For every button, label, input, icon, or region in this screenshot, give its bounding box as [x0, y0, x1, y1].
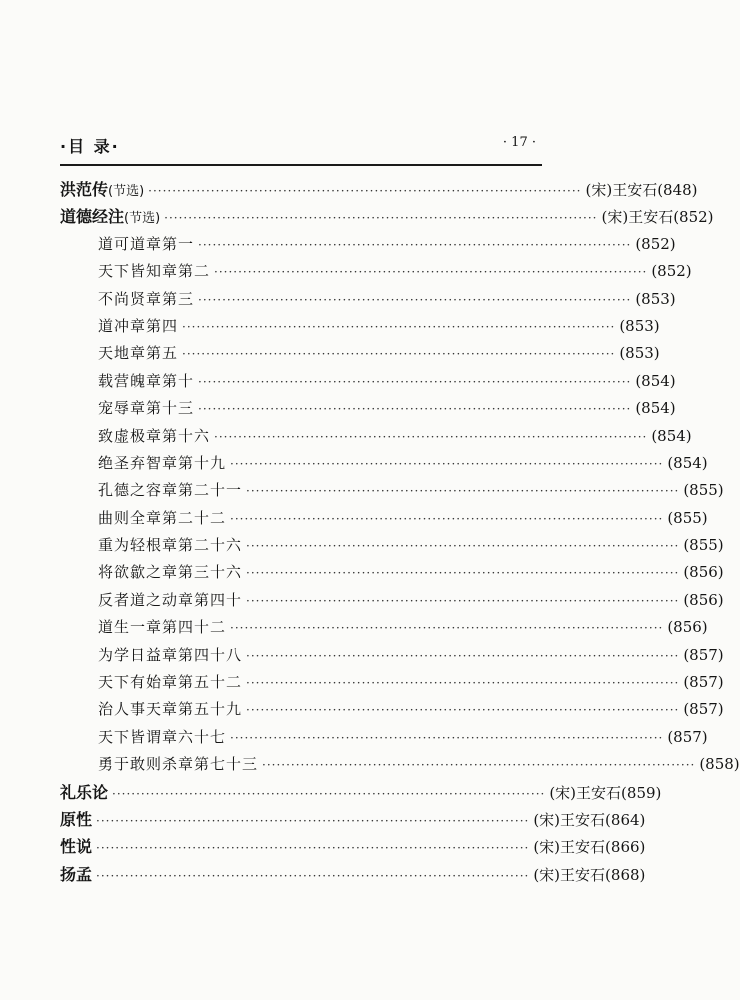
subentry-title: 天下皆谓章六十七 — [98, 727, 227, 746]
toc-entry — [60, 176, 698, 203]
subentry-page: (856) — [667, 618, 708, 637]
dot-leader: ·························································································· — [198, 402, 632, 417]
subentry-page: (857) — [667, 727, 708, 746]
subentry-page: (858) — [699, 755, 740, 774]
dot-leader: ·························································································· — [246, 703, 680, 718]
header-title: ·目 录· — [60, 137, 120, 156]
dot-leader: ·························································································· — [246, 676, 680, 691]
subentry-page: (856) — [683, 563, 724, 582]
entry-page: (859) — [621, 783, 662, 802]
subentry-title: 道冲章第四 — [98, 316, 179, 335]
entry-title: 性说 — [60, 837, 93, 857]
entry-author: (宋)王安石 — [601, 208, 674, 227]
subentry-page: (855) — [683, 481, 724, 500]
toc-subentry — [60, 642, 724, 669]
subentry-title: 反者道之动章第四十 — [98, 590, 243, 609]
subentry-title: 致虚极章第十六 — [98, 426, 211, 445]
subentry-page: (853) — [619, 344, 660, 363]
toc-entry — [60, 833, 646, 860]
dot-leader: ·························································································· — [198, 237, 632, 252]
entry-note: (节选) — [124, 211, 161, 227]
toc-subentry — [60, 450, 708, 477]
toc-subentry — [60, 477, 724, 504]
subentry-title: 宠辱章第十三 — [98, 399, 195, 418]
toc-subentry — [60, 423, 692, 450]
subentry-page: (857) — [683, 673, 724, 692]
table-of-contents — [60, 176, 740, 888]
page-number: · 17 · — [502, 135, 536, 150]
toc-subentry — [60, 258, 692, 285]
entry-author: (宋)王安石 — [585, 181, 658, 199]
dot-leader: ·························································································· — [262, 758, 696, 773]
subentry-title: 孔德之容章第二十一 — [98, 481, 243, 500]
dot-leader: ·························································································· — [96, 868, 530, 883]
dot-leader: ·························································································· — [214, 265, 648, 280]
subentry-page: (857) — [683, 700, 724, 719]
toc-entry — [60, 806, 646, 833]
toc-subentry — [60, 505, 708, 532]
toc-subentry — [60, 313, 660, 340]
subentry-title: 将欲歙之章第三十六 — [98, 563, 243, 582]
dot-leader: ·························································································· — [246, 539, 680, 554]
subentry-page: (854) — [635, 371, 676, 390]
subentry-title: 天地章第五 — [98, 344, 179, 363]
toc-subentry — [60, 559, 724, 586]
dot-leader: ·························································································· — [164, 211, 598, 226]
entry-page: (868) — [605, 865, 646, 884]
entry-author: (宋)王安石 — [533, 865, 606, 884]
subentry-title: 载营魄章第十 — [98, 371, 195, 390]
subentry-title: 治人事天章第五十九 — [98, 700, 243, 719]
subentry-page: (852) — [651, 262, 692, 281]
dot-leader: ·························································································· — [246, 566, 680, 581]
entry-page: (866) — [605, 838, 646, 857]
subentry-title: 为学日益章第四十八 — [98, 645, 243, 664]
toc-entry — [60, 861, 646, 888]
dot-leader: ·························································································· — [182, 319, 616, 334]
dot-leader: ·························································································· — [148, 184, 582, 198]
dot-leader: ·························································································· — [96, 841, 530, 856]
toc-subentry — [60, 532, 724, 559]
toc-subentry — [60, 587, 724, 614]
dot-leader: ·························································································· — [112, 786, 546, 801]
subentry-page: (853) — [619, 316, 660, 335]
dot-leader: ·························································································· — [198, 374, 632, 389]
subentry-page: (856) — [683, 590, 724, 609]
subentry-title: 道可道章第一 — [98, 234, 195, 253]
subentry-page: (855) — [667, 508, 708, 527]
subentry-page: (854) — [667, 453, 708, 472]
subentry-page: (853) — [635, 289, 676, 308]
running-header — [60, 134, 542, 160]
toc-subentry — [60, 696, 724, 723]
entry-title: 洪范传 — [60, 180, 109, 199]
subentry-page: (855) — [683, 536, 724, 555]
header-rule — [60, 164, 542, 166]
toc-subentry — [60, 368, 676, 395]
entry-author: (宋)王安石 — [549, 783, 622, 802]
dot-leader: ·························································································· — [230, 511, 664, 526]
entry-page: (848) — [657, 181, 698, 199]
subentry-page: (857) — [683, 645, 724, 664]
dot-leader: ·························································································· — [246, 484, 680, 499]
dot-leader: ·························································································· — [246, 593, 680, 608]
dot-leader: ·························································································· — [182, 347, 616, 362]
subentry-title: 不尚贤章第三 — [98, 289, 195, 308]
subentry-title: 曲则全章第二十二 — [98, 508, 227, 527]
toc-subentry — [60, 669, 724, 696]
dot-leader: ·························································································· — [198, 292, 632, 307]
subentry-title: 绝圣弃智章第十九 — [98, 453, 227, 472]
toc-subentry — [60, 231, 676, 258]
dot-leader: ·························································································· — [230, 456, 664, 471]
toc-subentry — [60, 751, 740, 778]
entry-title: 原性 — [60, 809, 93, 829]
dot-leader: ·························································································· — [230, 730, 664, 745]
subentry-title: 天下有始章第五十二 — [98, 673, 243, 692]
dot-leader: ·························································································· — [230, 621, 664, 636]
subentry-title: 道生一章第四十二 — [98, 618, 227, 637]
dot-leader: ·························································································· — [96, 813, 530, 828]
toc-subentry — [60, 286, 676, 313]
toc-subentry — [60, 340, 660, 367]
subentry-page: (854) — [635, 399, 676, 418]
entry-author: (宋)王安石 — [533, 838, 606, 857]
dot-leader: ·························································································· — [214, 429, 648, 444]
entry-title: 道德经注 — [60, 207, 125, 227]
subentry-page: (852) — [635, 234, 676, 253]
entry-title: 扬孟 — [60, 864, 93, 884]
toc-subentry — [60, 395, 676, 422]
dot-leader: ·························································································· — [246, 648, 680, 663]
toc-subentry — [60, 724, 708, 751]
subentry-title: 重为轻根章第二十六 — [98, 536, 243, 555]
subentry-title: 天下皆知章第二 — [98, 262, 211, 281]
toc-subentry — [60, 614, 708, 641]
entry-author: (宋)王安石 — [533, 810, 606, 829]
toc-entry — [60, 203, 714, 230]
entry-note: (节选) — [108, 184, 145, 199]
subentry-page: (854) — [651, 426, 692, 445]
entry-title: 礼乐论 — [60, 782, 109, 802]
entry-page: (864) — [605, 810, 646, 829]
entry-page: (852) — [673, 208, 714, 227]
subentry-title: 勇于敢则杀章第七十三 — [98, 755, 259, 774]
toc-entry — [60, 779, 662, 806]
